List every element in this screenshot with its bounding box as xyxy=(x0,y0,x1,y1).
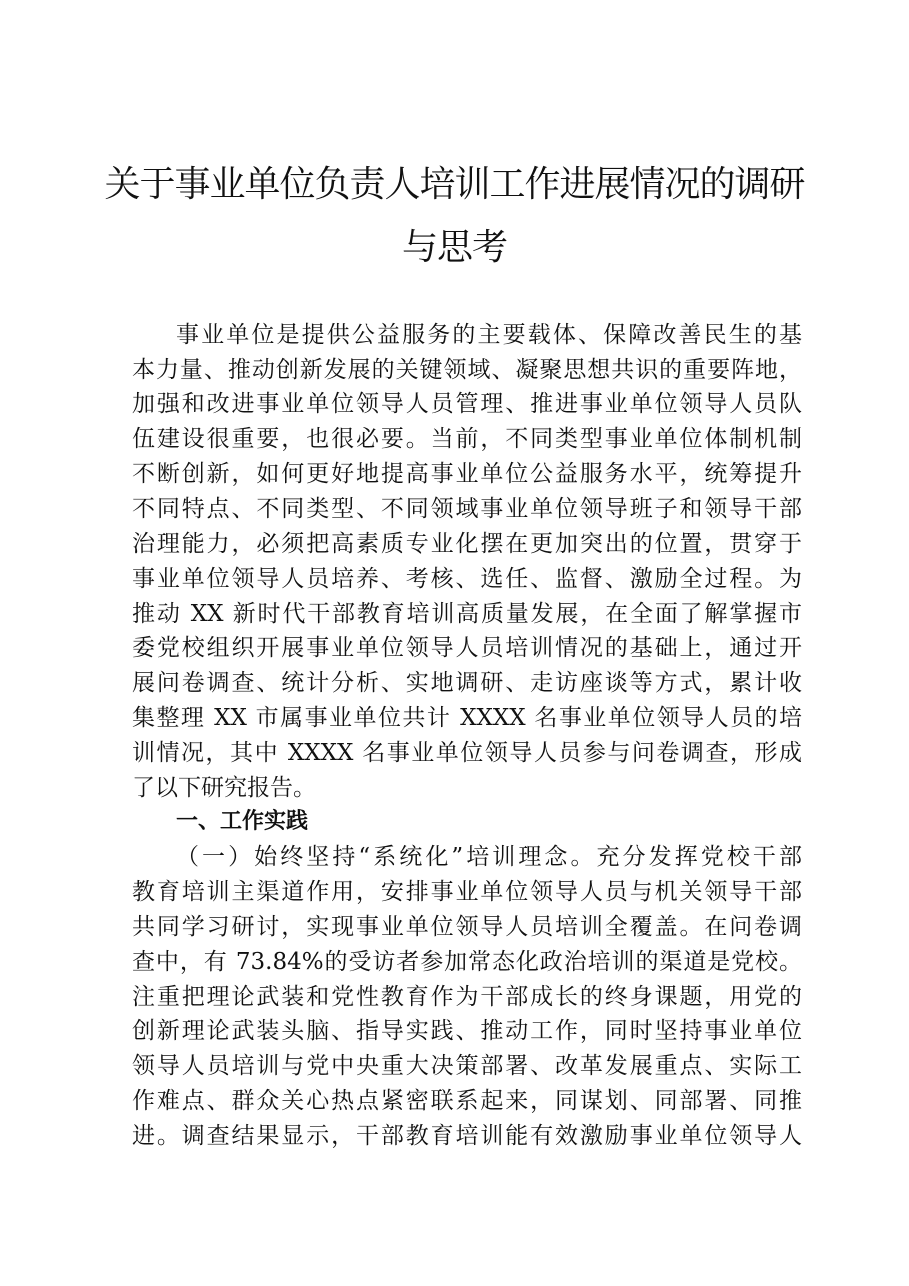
section-heading: 一、工作实践 xyxy=(176,809,309,834)
paragraph-line: 委党校组织开展事业单位领导人员培训情况的基础上，通过开 xyxy=(132,635,802,661)
paragraph-line: （一）始终坚持“系统化”培训理念。充分发挥党校干部 xyxy=(176,844,802,870)
paragraph-line: 了以下研究报告。 xyxy=(132,775,316,801)
paragraph-line: 展问卷调查、统计分析、实地调研、走访座谈等方式，累计收 xyxy=(132,670,802,696)
paragraph-line: 作难点、群众关心热点紧密联系起来，同谋划、同部署、同推 xyxy=(132,1088,802,1114)
paragraph-line: 领导人员培训与党中央重大决策部署、改革发展重点、实际工 xyxy=(132,1053,802,1079)
paragraph-line: 推动 XX 新时代干部教育培训高质量发展，在全面了解掌握市 xyxy=(132,601,802,627)
paragraph-line: 本力量、推动创新发展的关键领域、凝聚思想共识的重要阵地， xyxy=(132,357,802,383)
paragraph-line: 加强和改进事业单位领导人员管理、推进事业单位领导人员队 xyxy=(132,391,802,417)
paragraph-line: 治理能力，必须把高素质专业化摆在更加突出的位置，贯穿于 xyxy=(132,531,802,557)
paragraph-line: 事业单位领导人员培养、考核、选任、监督、激励全过程。为 xyxy=(132,566,802,592)
paragraph-line: 训情况，其中 XXXX 名事业单位领导人员参与问卷调查，形成 xyxy=(132,740,802,766)
paragraph-line: 共同学习研讨，实现事业单位领导人员培训全覆盖。在问卷调 xyxy=(132,914,802,940)
paragraph-line: 不断创新，如何更好地提高事业单位公益服务水平，统筹提升 xyxy=(132,461,802,487)
paragraph-line: 事业单位是提供公益服务的主要载体、保障改善民生的基 xyxy=(176,322,802,348)
paragraph-line: 进。调查结果显示，干部教育培训能有效激励事业单位领导人 xyxy=(132,1123,802,1149)
paragraph-line: 教育培训主渠道作用，安排事业单位领导人员与机关领导干部 xyxy=(132,879,802,905)
paragraph-line: 创新理论武装头脑、指导实践、推动工作，同时坚持事业单位 xyxy=(132,1018,802,1044)
paragraph-line: 查中，有 73.84%的受访者参加常态化政治培训的渠道是党校。 xyxy=(132,949,802,975)
paragraph-line: 集整理 XX 市属事业单位共计 XXXX 名事业单位领导人员的培 xyxy=(132,705,802,731)
paragraph-line: 伍建设很重要，也很必要。当前，不同类型事业单位体制机制 xyxy=(132,426,802,452)
document-title-line-1: 关于事业单位负责人培训工作进展情况的调研 xyxy=(104,164,805,205)
paragraph-line: 不同特点、不同类型、不同领域事业单位领导班子和领导干部 xyxy=(132,496,802,522)
document-title-line-2: 与思考 xyxy=(401,227,507,268)
paragraph-line: 注重把理论武装和党性教育作为干部成长的终身课题，用党的 xyxy=(132,984,802,1010)
